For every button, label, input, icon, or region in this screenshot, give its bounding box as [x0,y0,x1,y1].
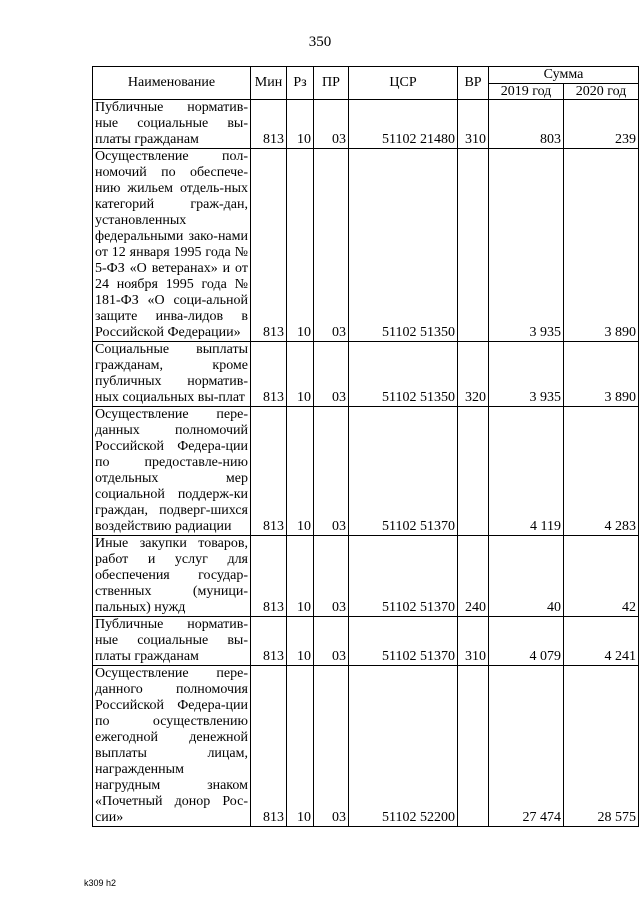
row-min: 813 [251,100,287,149]
row-pr: 03 [314,407,349,536]
row-pr: 03 [314,536,349,617]
table-row [93,666,639,827]
row-csr: 51102 51350 [349,149,458,342]
row-min: 813 [251,342,287,407]
row-pr: 03 [314,342,349,407]
row-min: 813 [251,617,287,666]
row-csr: 51102 51370 [349,617,458,666]
table-row [93,149,639,342]
row-amount-2020: 4 283 [564,407,639,536]
footer-code: k309 h2 [84,878,117,888]
row-amount-2020: 42 [564,536,639,617]
row-vr [458,666,489,827]
row-rz: 10 [287,617,314,666]
row-name: Осуществление пол-номочий по обеспече-нию жильем отдель-ных категорий граж-дан, установленных федеральными зако-нами от 12 января 1995 года № 5-ФЗ «О ветеранах» и от 24 ноября 1995 года № 181-ФЗ «О соци-альной защите инва-лидов в Российской Федерации» [93,149,251,342]
row-amount-2019: 40 [489,536,564,617]
table-row [93,617,639,666]
row-csr: 51102 51370 [349,536,458,617]
row-name: Социальные выплаты гражданам, кроме публичных норматив-ных социальных вы-плат [93,342,251,407]
row-min: 813 [251,536,287,617]
row-name: Публичные норматив-ные социальные вы-платы гражданам [93,617,251,666]
table-header-row [93,67,639,84]
row-min: 813 [251,149,287,342]
row-min: 813 [251,666,287,827]
row-rz: 10 [287,342,314,407]
table-row [93,342,639,407]
row-rz: 10 [287,100,314,149]
row-amount-2020: 239 [564,100,639,149]
col-header-vr: ВР [458,67,489,100]
table-row [93,536,639,617]
row-amount-2019: 27 474 [489,666,564,827]
row-min: 813 [251,407,287,536]
row-amount-2019: 4 079 [489,617,564,666]
row-csr: 51102 52200 [349,666,458,827]
row-vr [458,407,489,536]
col-header-pr: ПР [314,67,349,100]
table-row [93,100,639,149]
row-pr: 03 [314,666,349,827]
page-number: 350 [308,34,332,50]
table-body [93,100,639,827]
row-name: Осуществление пере-данного полномочия Российской Федера-ции по осуществлению ежегодной денежной выплаты лицам, награжденным нагрудным знаком «Почетный донор Рос-сии» [93,666,251,827]
row-pr: 03 [314,617,349,666]
row-name: Иные закупки товаров, работ и услуг для обеспечения государ-ственных (муници-пальных) нужд [93,536,251,617]
row-csr: 51102 51350 [349,342,458,407]
row-name: Публичные норматив-ные социальные вы-платы гражданам [93,100,251,149]
col-header-rz: Рз [287,67,314,100]
col-header-sum: Сумма [489,67,639,84]
row-csr: 51102 21480 [349,100,458,149]
row-amount-2020: 3 890 [564,149,639,342]
row-rz: 10 [287,407,314,536]
col-header-2020: 2020 год [564,84,639,100]
row-vr: 240 [458,536,489,617]
row-amount-2020: 28 575 [564,666,639,827]
row-rz: 10 [287,149,314,342]
row-vr [458,149,489,342]
row-amount-2020: 4 241 [564,617,639,666]
row-csr: 51102 51370 [349,407,458,536]
row-vr: 320 [458,342,489,407]
row-pr: 03 [314,149,349,342]
col-header-name: Наименование [93,67,251,100]
row-rz: 10 [287,666,314,827]
row-vr: 310 [458,617,489,666]
row-vr: 310 [458,100,489,149]
budget-table [92,66,639,827]
row-pr: 03 [314,100,349,149]
col-header-csr: ЦСР [349,67,458,100]
row-amount-2020: 3 890 [564,342,639,407]
row-amount-2019: 803 [489,100,564,149]
row-amount-2019: 3 935 [489,149,564,342]
row-rz: 10 [287,536,314,617]
row-amount-2019: 4 119 [489,407,564,536]
col-header-2019: 2019 год [489,84,564,100]
table-row [93,407,639,536]
row-name: Осуществление пере-данных полномочий Российской Федера-ции по предоставле-нию отдельных мер социальной поддерж-ки граждан, подверг-шихся воздействию радиации [93,407,251,536]
col-header-min: Мин [251,67,287,100]
row-amount-2019: 3 935 [489,342,564,407]
